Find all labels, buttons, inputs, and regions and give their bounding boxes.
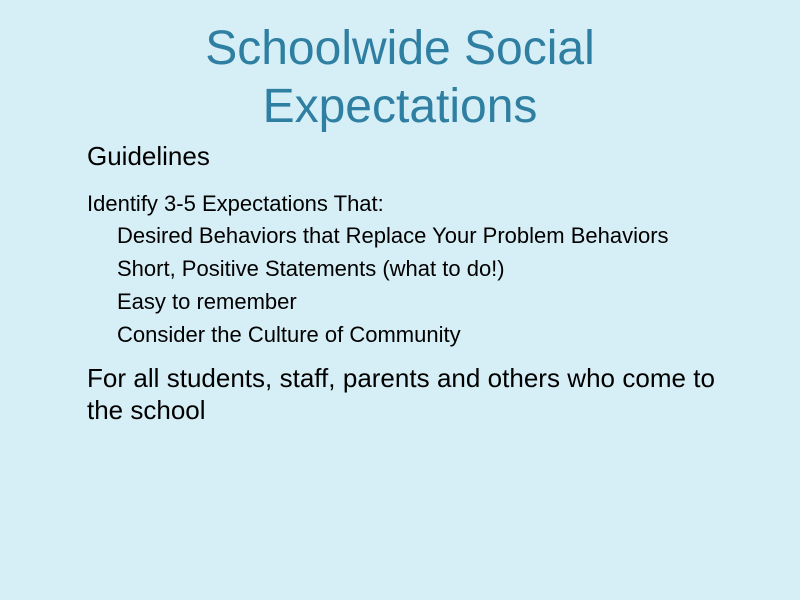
expectations-intro: Identify 3-5 Expectations That:	[87, 191, 384, 216]
list-item: Consider the Culture of Community	[117, 322, 461, 347]
list-item: Short, Positive Statements (what to do!)	[117, 256, 505, 281]
slide-title	[0, 20, 800, 136]
closing-statement: For all students, staff, parents and others who come to the school	[87, 363, 715, 425]
expectations-list	[87, 222, 727, 348]
slide-title-line-1: Schoolwide Social	[205, 22, 595, 75]
slide-title-line-2: Expectations	[262, 80, 538, 133]
guidelines-heading: Guidelines	[87, 141, 210, 171]
list-item: Desired Behaviors that Replace Your Problem Behaviors	[117, 223, 669, 248]
list-item: Easy to remember	[117, 289, 297, 314]
slide-body	[87, 140, 727, 426]
